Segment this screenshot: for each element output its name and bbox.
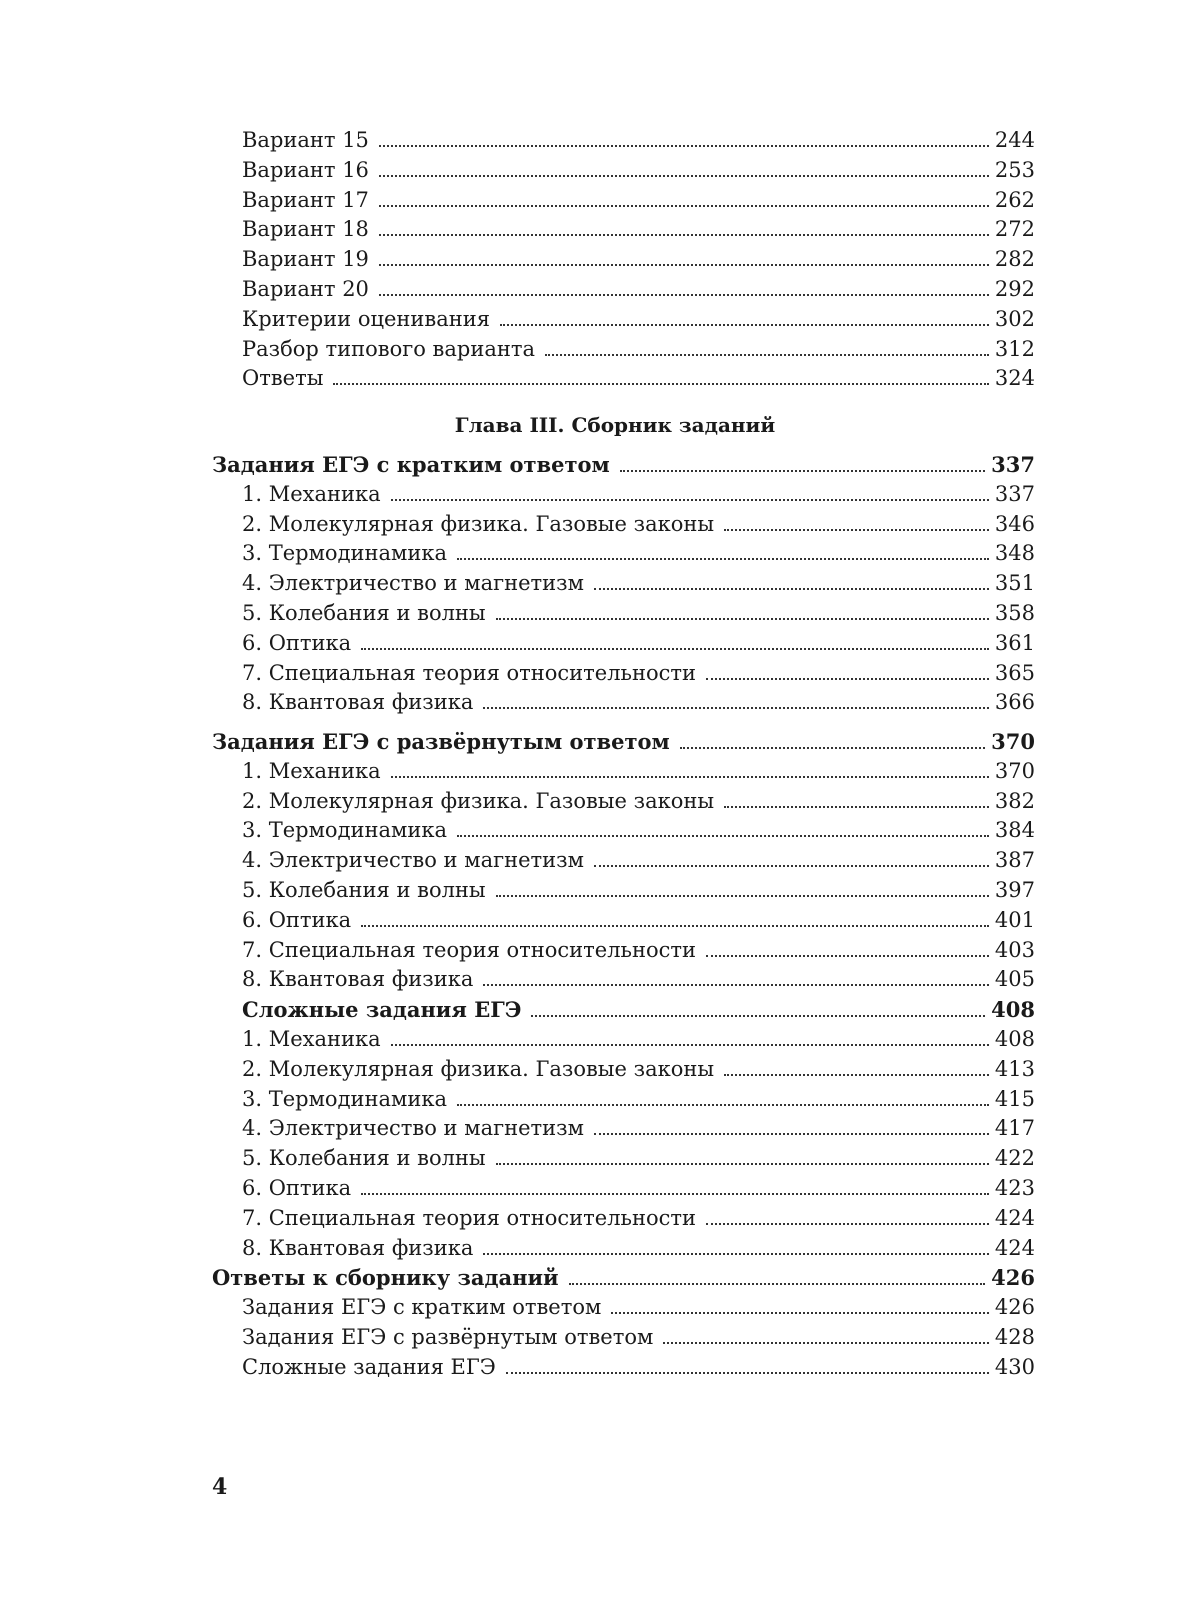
- toc-entry[interactable]: [212, 787, 1035, 817]
- toc-entry[interactable]: [212, 757, 1035, 787]
- toc-entry-page: 426: [991, 1265, 1035, 1291]
- toc-entry-label: Задания ЕГЭ с развёрнутым ответом: [212, 729, 670, 754]
- toc-entry-page: 405: [994, 967, 1035, 992]
- dot-leader: [391, 1044, 989, 1046]
- toc-entry[interactable]: [212, 1055, 1035, 1085]
- toc-entry-label: 5. Колебания и волны: [242, 877, 486, 902]
- toc-entry-page: 253: [994, 157, 1035, 182]
- dot-leader: [724, 1074, 989, 1076]
- toc-entry-page: 337: [994, 481, 1035, 506]
- toc-entry-page: 358: [994, 600, 1035, 625]
- dot-leader: [379, 175, 989, 177]
- toc-entry-page: 403: [994, 937, 1035, 962]
- toc-entry-page: 424: [994, 1235, 1035, 1260]
- dot-leader: [706, 1223, 989, 1225]
- toc-entry[interactable]: [212, 599, 1035, 629]
- toc-entry[interactable]: [212, 876, 1035, 906]
- dot-leader: [483, 707, 989, 709]
- toc-entry[interactable]: [212, 510, 1035, 540]
- dot-leader: [379, 205, 989, 207]
- toc-entry-label: 8. Квантовая физика: [242, 1235, 474, 1260]
- dot-leader: [496, 618, 989, 620]
- toc-entry-page: 422: [994, 1146, 1035, 1171]
- toc-entry[interactable]: [212, 1144, 1035, 1174]
- toc-entry[interactable]: [212, 1114, 1035, 1144]
- toc-entry-page: 312: [994, 336, 1035, 361]
- toc-entry-page: 302: [994, 306, 1035, 331]
- toc-entry-page: 292: [994, 276, 1035, 301]
- dot-leader: [706, 955, 989, 957]
- dot-leader: [506, 1372, 989, 1374]
- toc-entry[interactable]: [212, 569, 1035, 599]
- toc-entry[interactable]: [212, 1025, 1035, 1055]
- toc-entry[interactable]: [212, 275, 1035, 305]
- dot-leader: [333, 383, 988, 385]
- toc-entry-page: 262: [994, 187, 1035, 212]
- toc-entry[interactable]: [212, 1174, 1035, 1204]
- toc-entry-page: 282: [994, 247, 1035, 272]
- toc-entry-page: 370: [994, 758, 1035, 783]
- toc-entry-label: 5. Колебания и волны: [242, 1146, 486, 1171]
- toc-entry-page: 346: [994, 511, 1035, 536]
- toc-subsection-heading[interactable]: [212, 995, 1035, 1025]
- toc-entry-label: Задания ЕГЭ с кратким ответом: [212, 452, 610, 477]
- dot-leader: [620, 470, 985, 472]
- dot-leader: [457, 835, 989, 837]
- toc-entry-label: 3. Термодинамика: [242, 541, 447, 566]
- dot-leader: [361, 648, 989, 650]
- dot-leader: [594, 865, 989, 867]
- toc-entry-page: 382: [994, 788, 1035, 813]
- toc-entry-label: 7. Специальная теория относительности: [242, 660, 696, 685]
- toc-entry-page: 413: [994, 1056, 1035, 1081]
- toc-entry-label: Задания ЕГЭ с развёрнутым ответом: [242, 1324, 654, 1349]
- toc-entry-label: 7. Специальная теория относительности: [242, 1205, 696, 1230]
- dot-leader: [361, 925, 989, 927]
- dot-leader: [379, 294, 989, 296]
- dot-leader: [594, 1133, 989, 1135]
- toc-entry[interactable]: [212, 1353, 1035, 1383]
- toc-entry-label: 4. Электричество и магнетизм: [242, 848, 584, 873]
- toc-entry[interactable]: [212, 688, 1035, 718]
- toc-entry-label: Вариант 15: [242, 128, 369, 152]
- toc-entry[interactable]: [212, 1323, 1035, 1353]
- dot-leader: [680, 747, 985, 749]
- toc-entry-page: 417: [994, 1116, 1035, 1141]
- toc-entry[interactable]: [212, 305, 1035, 335]
- toc-entry-label: 1. Механика: [242, 481, 381, 506]
- toc-entry-label: Вариант 18: [242, 217, 369, 242]
- dot-leader: [545, 354, 989, 356]
- dot-leader: [391, 776, 989, 778]
- toc-entry-label: 7. Специальная теория относительности: [242, 937, 696, 962]
- toc-entry-label: 6. Оптика: [242, 907, 352, 932]
- toc-entry-page: 408: [991, 997, 1035, 1023]
- toc-entry-page: 370: [991, 729, 1035, 754]
- dot-leader: [706, 678, 989, 680]
- toc-entry-page: 424: [994, 1205, 1035, 1230]
- toc-entry[interactable]: [212, 364, 1035, 394]
- part-ii-entries: [212, 126, 1035, 394]
- toc-entry[interactable]: [212, 1085, 1035, 1115]
- toc-entry-label: 6. Оптика: [242, 630, 352, 655]
- toc-entry-page: 387: [994, 848, 1035, 873]
- toc-entry-page: 324: [994, 366, 1035, 391]
- dot-leader: [379, 145, 989, 147]
- dot-leader: [379, 234, 989, 236]
- dot-leader: [594, 588, 989, 590]
- toc-entry-label: 3. Термодинамика: [242, 1086, 447, 1111]
- dot-leader: [569, 1283, 986, 1285]
- toc-entry-page: 272: [994, 217, 1035, 242]
- toc-entry[interactable]: [212, 659, 1035, 689]
- dot-leader: [457, 1104, 989, 1106]
- toc-entry-page: 384: [994, 818, 1035, 843]
- toc-entry-label: 8. Квантовая физика: [242, 967, 474, 992]
- dot-leader: [496, 1163, 989, 1165]
- dot-leader: [663, 1342, 989, 1344]
- toc-entry-page: 397: [994, 877, 1035, 902]
- toc-entry-label: 4. Электричество и магнетизм: [242, 571, 584, 596]
- dot-leader: [391, 499, 989, 501]
- toc-entry-label: Вариант 17: [242, 187, 369, 212]
- toc-entry-label: Вариант 19: [242, 247, 369, 272]
- toc-entry[interactable]: [212, 816, 1035, 846]
- toc-entry-label: Вариант 16: [242, 157, 369, 182]
- toc-entry-page: 415: [994, 1086, 1035, 1111]
- toc-entry[interactable]: [212, 186, 1035, 216]
- toc-entry[interactable]: [212, 480, 1035, 510]
- toc-entry[interactable]: [212, 1293, 1035, 1323]
- toc-entry-label: Задания ЕГЭ с кратким ответом: [242, 1295, 602, 1320]
- toc-entry-label: 4. Электричество и магнетизм: [242, 1116, 584, 1141]
- dot-leader: [500, 324, 989, 326]
- toc-entry-page: 366: [994, 690, 1035, 715]
- toc-entry-label: 5. Колебания и волны: [242, 600, 486, 625]
- dot-leader: [611, 1312, 989, 1314]
- chapter-title: Глава III. Сборник заданий: [454, 413, 776, 437]
- toc-entry-page: 351: [994, 571, 1035, 596]
- toc-entry-label: 1. Механика: [242, 1026, 381, 1051]
- toc-entry-page: 361: [994, 630, 1035, 655]
- toc-entry-page: 244: [994, 128, 1035, 152]
- toc-entry-page: 365: [994, 660, 1035, 685]
- dot-leader: [483, 1253, 989, 1255]
- page-number: 4: [212, 1474, 228, 1500]
- toc-entry-label: 1. Механика: [242, 758, 381, 783]
- toc-entry[interactable]: [212, 245, 1035, 275]
- toc-entry-label: Разбор типового варианта: [242, 336, 535, 361]
- toc-entry[interactable]: [212, 965, 1035, 995]
- toc-entry-page: 428: [994, 1324, 1035, 1349]
- toc-entry-label: Ответы к сборнику заданий: [212, 1265, 559, 1291]
- toc-entry[interactable]: [212, 1204, 1035, 1234]
- toc-entry-label: Сложные задания ЕГЭ: [242, 997, 522, 1023]
- toc-entry-page: 337: [991, 452, 1035, 477]
- dot-leader: [724, 529, 989, 531]
- dot-leader: [379, 264, 989, 266]
- dot-leader: [531, 1015, 985, 1017]
- toc-entry-page: 430: [994, 1354, 1035, 1379]
- toc-entry[interactable]: [212, 335, 1035, 365]
- dot-leader: [361, 1193, 989, 1195]
- toc-entry[interactable]: [212, 539, 1035, 569]
- toc-entry-label: 3. Термодинамика: [242, 818, 447, 843]
- dot-leader: [483, 984, 989, 986]
- dot-leader: [724, 806, 989, 808]
- toc-entry[interactable]: [212, 215, 1035, 245]
- dot-leader: [457, 558, 989, 560]
- toc-entry-label: Критерии оценивания: [242, 306, 491, 331]
- toc-section-heading[interactable]: [212, 1263, 1035, 1293]
- toc-entry-label: 8. Квантовая физика: [242, 690, 474, 715]
- toc-entry-label: 2. Молекулярная физика. Газовые законы: [242, 788, 715, 813]
- toc-entry-label: Ответы: [242, 366, 324, 391]
- toc-entry-page: 348: [994, 541, 1035, 566]
- toc-entry-label: 2. Молекулярная физика. Газовые законы: [242, 1056, 715, 1081]
- toc-entry-page: 408: [994, 1026, 1035, 1051]
- toc-entry[interactable]: [212, 906, 1035, 936]
- toc-entry-page: 423: [994, 1175, 1035, 1200]
- dot-leader: [496, 895, 989, 897]
- toc-section-heading[interactable]: [212, 727, 1035, 757]
- toc-entry-label: Сложные задания ЕГЭ: [242, 1354, 496, 1379]
- toc-entry[interactable]: [212, 126, 1035, 156]
- toc-entry-label: 2. Молекулярная физика. Газовые законы: [242, 511, 715, 536]
- toc-entry[interactable]: [212, 846, 1035, 876]
- toc-entry[interactable]: [212, 1234, 1035, 1264]
- toc-entry-page: 426: [994, 1295, 1035, 1320]
- toc-entry-label: Вариант 20: [242, 276, 369, 301]
- toc-entry[interactable]: [212, 936, 1035, 966]
- toc-entry[interactable]: [212, 156, 1035, 186]
- toc-entry-page: 401: [994, 907, 1035, 932]
- toc-section-heading[interactable]: [212, 450, 1035, 480]
- toc-entry[interactable]: [212, 629, 1035, 659]
- toc-entry-label: 6. Оптика: [242, 1175, 352, 1200]
- short-answer-section: [212, 450, 1035, 718]
- extended-answer-section: [212, 727, 1035, 1383]
